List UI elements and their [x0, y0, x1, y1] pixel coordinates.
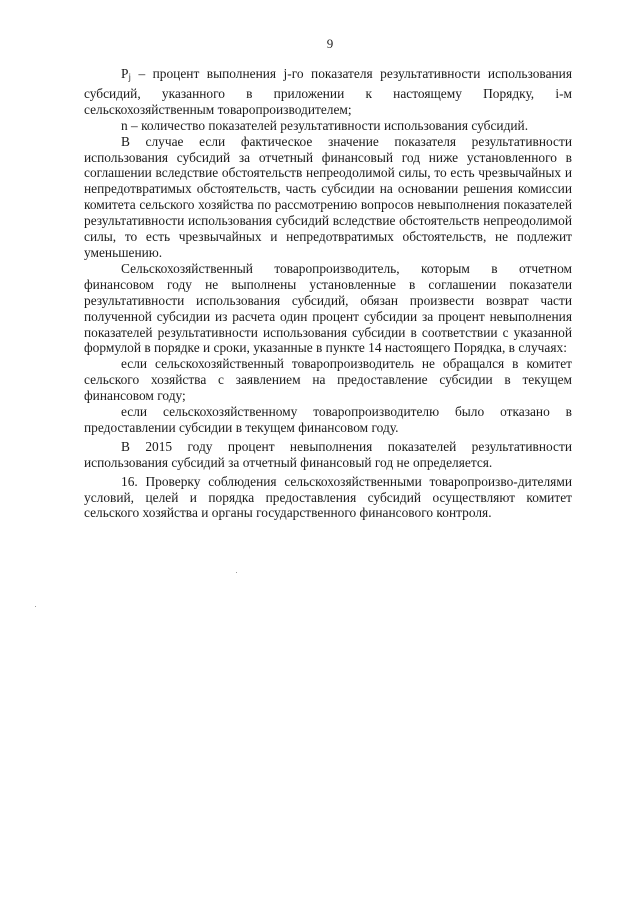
scan-speck — [35, 606, 36, 607]
paragraph-case-1: если сельскохозяйственный товаропроизводитель не обращался в комитет сельского хозяйства с заявлением на предоставление субсидии в текущем финансовом году; — [84, 356, 572, 404]
paragraph-case-2: если сельскохозяйственному товаропроизводителю было отказано в предоставлении субсидии в текущем финансовом году. — [84, 404, 572, 435]
scan-speck — [236, 572, 237, 573]
pj-definition-text: – процент выполнения j-го показателя результативности использования субсидий, указанного в приложении к настоящему Порядку, i-м сельскохозяйственным товаропроизводителем; — [84, 66, 572, 117]
definition-n: n – количество показателей результативности использования субсидий. — [121, 117, 529, 133]
paragraph-force-majeure: В случае если фактическое значение показателя результативности использования субсидий за отчетный финансовый год ниже установленного в соглашении вследствие обстоятельств непреодолимой силы, то есть чрезвычайных и непредотвратимых обстоятельств, часть субсидии на основании решения комиссии комитета сельского хозяйства по рассмотрению вопросов невыполнения показателей результативности использования субсидий вследствие обстоятельств непреодолимой силы, то есть чрезвычайных и непредотвратимых обстоятельств, не подлежит уменьшению. — [84, 133, 572, 260]
paragraph-year-2015: В 2015 году процент невыполнения показателей результативности использования субсидий за отчетный финансовый год не определяется. — [84, 438, 572, 470]
pj-subscript: j — [128, 72, 131, 82]
paragraph-refund-obligation: Сельскохозяйственный товаропроизводитель, которым в отчетном финансовом году не выполнены установленные в соглашении показатели результативности использования субсидий, обязан произвести возврат части полученной субсидии из расчета один процент субсидии за процент невыполнения показателей результативности использования субсидии в соответствии с указанной формулой в порядке и сроки, указанные в пункте 14 настоящего Порядка, в случаях: — [84, 260, 572, 356]
page-number: 9 — [326, 36, 334, 51]
pj-symbol: P — [121, 66, 129, 81]
definition-pj — [84, 66, 572, 118]
paragraph-item-16: 16. Проверку соблюдения сельскохозяйственными товаропроизво-дителями условий, целей и порядка предоставления субсидий осуществляют комитет сельского хозяйства и органы государственного финансового контроля. — [84, 473, 572, 521]
document-body — [84, 66, 572, 521]
